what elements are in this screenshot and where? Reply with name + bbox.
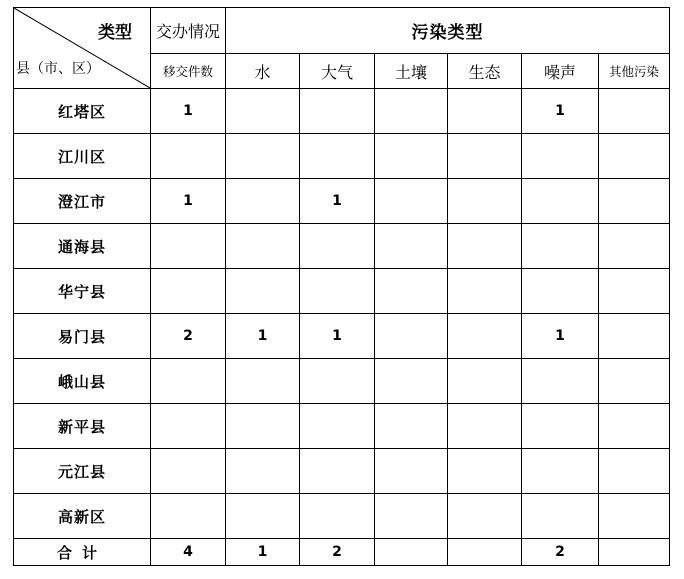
table-cell — [226, 494, 300, 539]
table-cell — [300, 449, 375, 494]
table-cell — [375, 404, 448, 449]
table-cell — [599, 179, 670, 224]
table-row — [14, 494, 670, 539]
table-cell — [522, 179, 599, 224]
table-cell — [151, 224, 226, 269]
table-cell — [375, 449, 448, 494]
table-cell — [522, 404, 599, 449]
table-cell — [599, 404, 670, 449]
table-cell — [599, 314, 670, 359]
table-cell — [151, 404, 226, 449]
table-cell — [226, 179, 300, 224]
table-cell — [375, 179, 448, 224]
table-cell — [151, 494, 226, 539]
header-row-top — [14, 8, 670, 54]
table-cell — [522, 134, 599, 179]
table-cell — [375, 494, 448, 539]
pollution-type-other: 其他污染 — [599, 54, 670, 89]
table-cell — [300, 269, 375, 314]
table-cell — [300, 404, 375, 449]
table-cell — [448, 89, 522, 134]
table-row — [14, 449, 670, 494]
table-cell — [522, 269, 599, 314]
table-cell — [151, 449, 226, 494]
table-cell: 1 — [226, 314, 300, 359]
table-cell — [226, 89, 300, 134]
table-cell: 1 — [522, 89, 599, 134]
county-name: 通海县 — [14, 224, 151, 269]
total-cell: 4 — [151, 539, 226, 566]
table-cell — [300, 134, 375, 179]
pollution-transfer-table — [13, 7, 670, 566]
table-cell — [599, 89, 670, 134]
table-cell — [375, 359, 448, 404]
total-cell — [375, 539, 448, 566]
table-cell: 1 — [522, 314, 599, 359]
table-cell — [375, 314, 448, 359]
total-cell — [448, 539, 522, 566]
table-cell: 1 — [300, 179, 375, 224]
table-row — [14, 179, 670, 224]
table-cell — [448, 314, 522, 359]
table-row — [14, 89, 670, 134]
total-cell — [599, 539, 670, 566]
pollution-type-air: 大气 — [300, 54, 375, 89]
table-cell — [448, 449, 522, 494]
table-cell — [300, 89, 375, 134]
table-cell: 1 — [151, 89, 226, 134]
table-cell — [300, 494, 375, 539]
county-name: 峨山县 — [14, 359, 151, 404]
pollution-type-ecology: 生态 — [448, 54, 522, 89]
table-row — [14, 269, 670, 314]
table-cell — [448, 134, 522, 179]
corner-cell — [14, 8, 151, 89]
table-cell — [448, 404, 522, 449]
table-cell — [522, 359, 599, 404]
table-cell: 1 — [300, 314, 375, 359]
pollution-type-noise: 噪声 — [522, 54, 599, 89]
table-cell — [448, 494, 522, 539]
table-row — [14, 224, 670, 269]
total-cell: 2 — [522, 539, 599, 566]
table-cell — [599, 494, 670, 539]
county-name: 新平县 — [14, 404, 151, 449]
table-cell — [522, 494, 599, 539]
table-cell — [448, 269, 522, 314]
table-cell — [375, 224, 448, 269]
table-cell — [151, 359, 226, 404]
table-cell — [599, 224, 670, 269]
table-cell — [226, 449, 300, 494]
table-cell — [226, 269, 300, 314]
total-cell: 2 — [300, 539, 375, 566]
table-cell — [375, 269, 448, 314]
transfer-sub: 移交件数 — [151, 54, 226, 89]
table-cell — [599, 269, 670, 314]
pollution-title: 污染类型 — [226, 8, 670, 54]
table-cell — [226, 404, 300, 449]
table-cell — [226, 134, 300, 179]
pollution-type-water: 水 — [226, 54, 300, 89]
table-cell — [599, 134, 670, 179]
county-name: 澄江市 — [14, 179, 151, 224]
table-row — [14, 404, 670, 449]
table-cell — [599, 359, 670, 404]
table-cell — [522, 449, 599, 494]
table-cell — [151, 269, 226, 314]
table-cell — [448, 179, 522, 224]
table-cell: 1 — [151, 179, 226, 224]
transfer-title: 交办情况 — [151, 8, 226, 54]
total-label: 合计 — [14, 539, 151, 566]
total-row — [14, 539, 670, 566]
table-body — [14, 89, 670, 539]
county-name: 江川区 — [14, 134, 151, 179]
table-row — [14, 314, 670, 359]
table-row — [14, 359, 670, 404]
county-name: 元江县 — [14, 449, 151, 494]
county-name: 高新区 — [14, 494, 151, 539]
table-cell — [599, 449, 670, 494]
corner-top-label: 类型 — [98, 23, 132, 43]
table-cell — [300, 224, 375, 269]
table-cell — [226, 224, 300, 269]
table-cell — [226, 359, 300, 404]
total-cell: 1 — [226, 539, 300, 566]
table-cell — [522, 224, 599, 269]
table-cell — [300, 359, 375, 404]
corner-bottom-label: 县（市、区） — [16, 61, 100, 77]
county-name: 易门县 — [14, 314, 151, 359]
county-name: 红塔区 — [14, 89, 151, 134]
table-cell — [375, 89, 448, 134]
table-cell — [151, 134, 226, 179]
county-name: 华宁县 — [14, 269, 151, 314]
table-cell: 2 — [151, 314, 226, 359]
table-cell — [375, 134, 448, 179]
pollution-type-soil: 土壤 — [375, 54, 448, 89]
table-row — [14, 134, 670, 179]
table-cell — [448, 224, 522, 269]
table-cell — [448, 359, 522, 404]
